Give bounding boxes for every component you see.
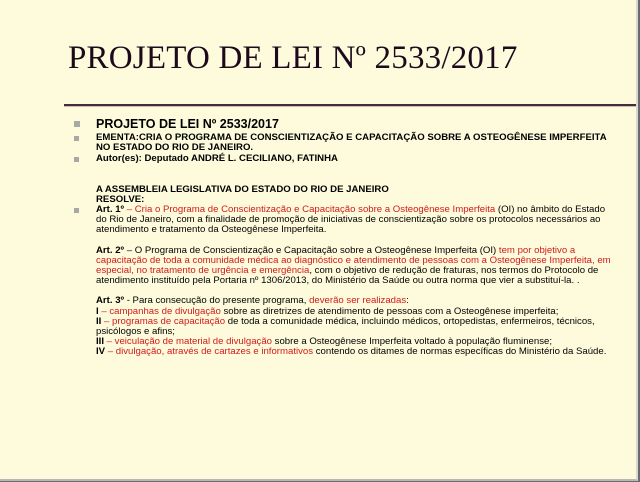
art2-text-2: , com o objetivo de redução de fraturas, nos termos do Protocolo de atendimento instituído pela Portaria nº 1306/2013, do Ministério da Saúde ou outra norma que vier a substituí-la. . (96, 265, 599, 287)
inciso-3-num: III (96, 336, 104, 348)
art3-text-2: : (406, 295, 409, 307)
assembleia-line: A ASSEMBLEIA LEGISLATIVA DO ESTADO DO RIO DE JANEIRO (96, 183, 389, 195)
art3-highlight: deverão ser realizadas (309, 295, 407, 307)
inciso-1-text: sobre as diretrizes de atendimento de pessoas com a Osteogênese imperfeita; (220, 305, 559, 317)
art2-highlight: tem por objetivo a capacitação de toda a comunidade médica ao diagnóstico e atendimento de pessoas com a Osteogênese Imperfeita, em especial, no tratamento de urgência e emergência (96, 244, 611, 277)
bullet-heading (74, 117, 614, 131)
inciso-3-dash: – (104, 336, 115, 348)
bullet-autor (74, 154, 614, 164)
inciso-4-text: contendo os ditames de normas específicas do Ministério da Saúde. (313, 346, 607, 358)
bullet-square-icon (74, 121, 80, 127)
bullet-ementa (74, 133, 614, 153)
bullet-square-icon (74, 157, 79, 162)
inciso-1-num: I (96, 305, 99, 317)
inciso-2 (96, 317, 614, 337)
bill-heading: PROJETO DE LEI Nº 2533/2017 (96, 117, 279, 131)
art1-highlight: Cria o Programa de Conscientização e Capacitação sobre a Osteogênese Imperfeita (134, 204, 496, 216)
inciso-2-text: de toda a comunidade médica, incluindo médicos, ortopedistas, enfermeiros, técnicos, psicólogos e afins; (96, 315, 595, 338)
inciso-2-num: II (96, 315, 102, 327)
art2-label: Art. 2º (96, 244, 125, 256)
art1-label: Art. 1º (96, 204, 125, 216)
art1-text: (OI) no âmbito do Estado do Rio de Janeiro, com a finalidade de promoção de iniciativas de conscientização sobre os protocolos necessários ao atendimento e tratamento da Osteogênese Imperfeita. (96, 204, 606, 236)
article-2 (96, 246, 614, 287)
autor-text: Autor(es): Deputado ANDRÉ L. CECILIANO, FATINHA (96, 153, 338, 165)
bullet-square-icon (74, 208, 79, 213)
inciso-4 (96, 347, 614, 357)
art3-text-1: - Para consecução do presente programa, (124, 295, 310, 307)
title-divider-shadow (64, 106, 636, 107)
inciso-4-highlight: divulgação, através de cartazes e informativos (115, 346, 314, 358)
art1-dash: – (124, 204, 135, 216)
bullet-articles (74, 205, 614, 358)
slide-body (74, 117, 614, 358)
inciso-2-highlight: programas de capacitação (112, 315, 226, 327)
article-1 (96, 205, 614, 236)
inciso-1-dash: – (98, 305, 110, 317)
slide-title: PROJETO DE LEI Nº 2533/2017 (68, 40, 518, 76)
inciso-3-text: sobre a Osteogênese Imperfeita voltado à população fluminense; (272, 336, 552, 348)
inciso-4-num: IV (96, 346, 106, 358)
resolve-line: RESOLVE: (96, 193, 145, 205)
art2-text-1: – O Programa de Conscientização e Capacitação sobre a Osteogênese Imperfeita (OI) (124, 244, 499, 256)
art3-label: Art. 3º (96, 295, 125, 307)
ementa-text: EMENTA:CRIA O PROGRAMA DE CONSCIENTIZAÇÃO E CAPACITAÇÃO SOBRE A OSTEOGÊNESE IMPERFEITA NO ESTADO DO RIO DE JANEIRO. (96, 132, 607, 154)
bullet-square-icon (74, 136, 79, 141)
inciso-1-highlight: campanhas de divulgação (109, 305, 221, 317)
inciso-2-dash: – (101, 315, 113, 327)
inciso-3-highlight: veiculação de material de divulgação (114, 336, 272, 348)
inciso-4-dash: – (105, 346, 116, 358)
